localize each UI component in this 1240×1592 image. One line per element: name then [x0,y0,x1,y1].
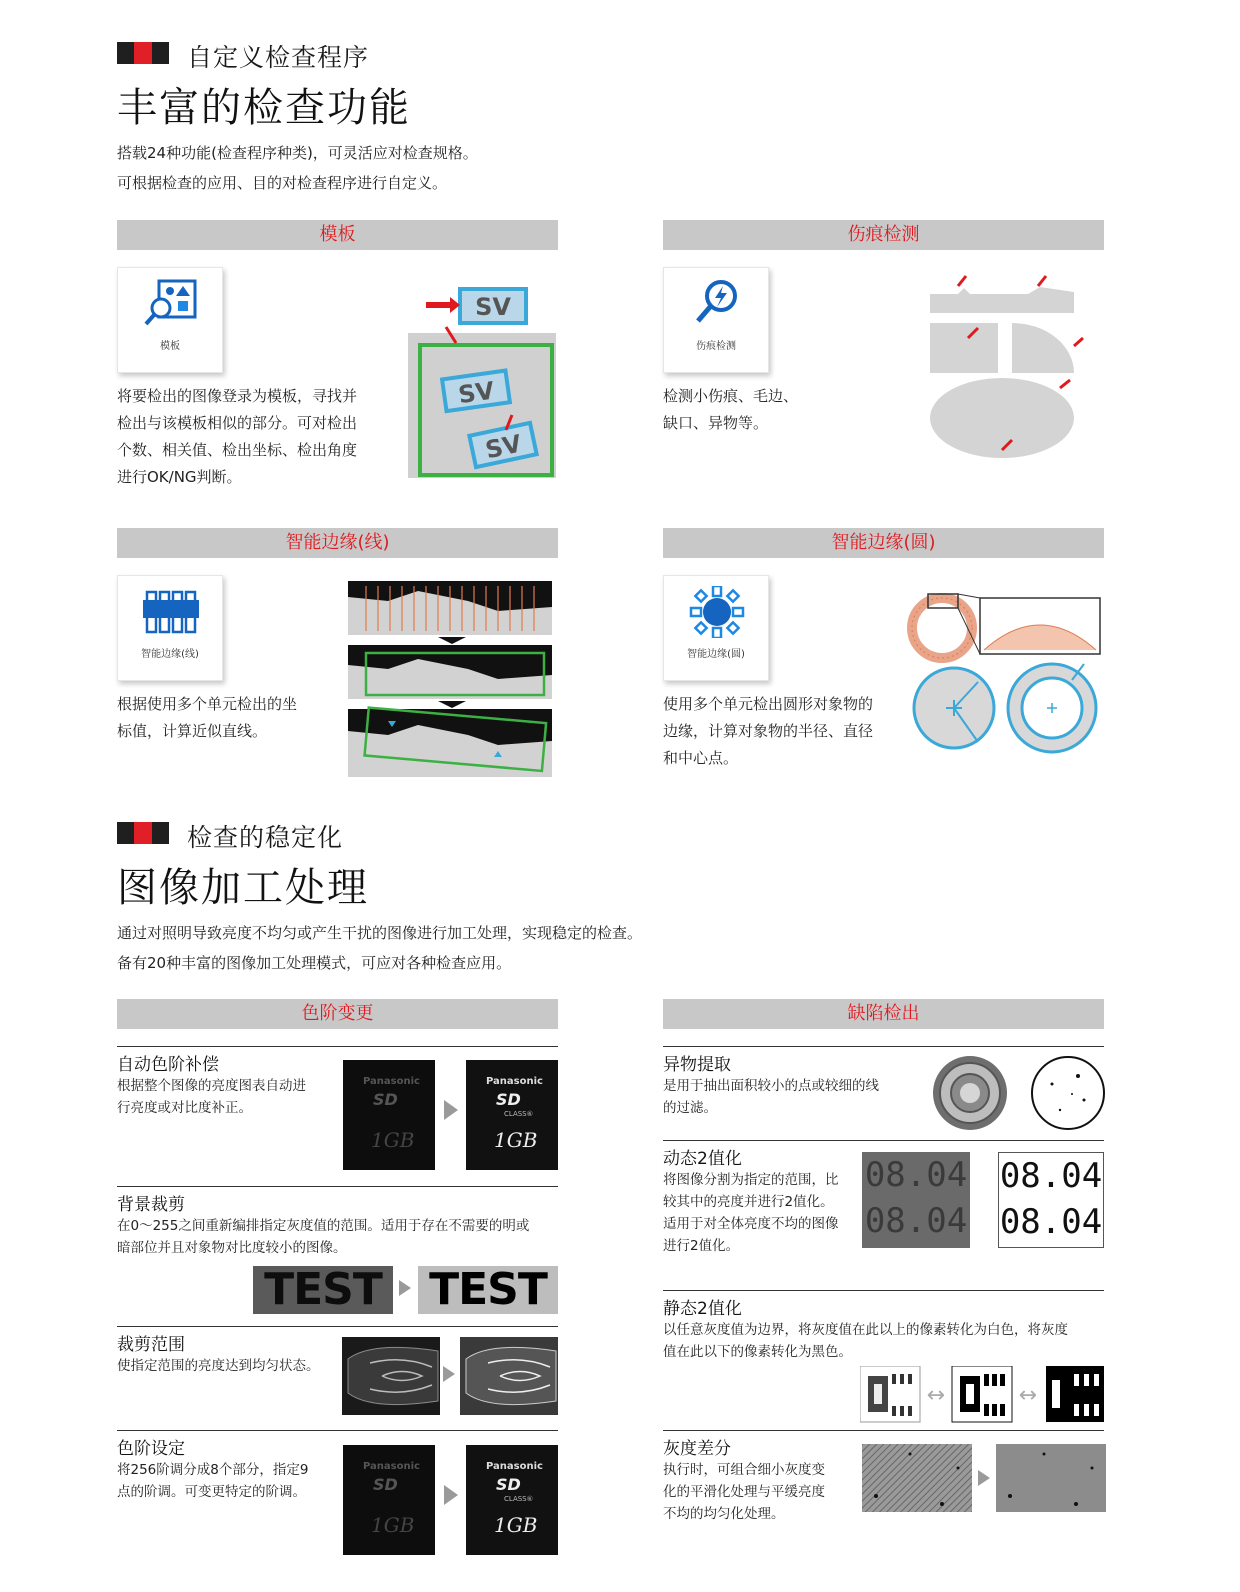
category-bar-defect: 缺陷检出 [663,999,1104,1029]
smart-edge-line-icon [143,586,199,638]
test-before-image: TEST [253,1266,393,1314]
desc-line: 不均的均匀化处理。 [663,1506,785,1522]
feature-bar-flaw: 伤痕检测 [663,220,1104,250]
sd-card-after-image [466,1445,558,1555]
dynamic-binarize-after-image [998,1152,1104,1248]
feature-desc [117,383,357,491]
flaw-illustration [928,270,1093,465]
sd-brand: Panasonic [363,1076,420,1087]
desc-line: 执行时，可组合细小灰度变 [663,1462,825,1478]
edge-line-illustration [348,581,553,779]
icon-label: 智能边缘(线) [141,649,199,660]
item-title: 裁剪范围 [117,1335,185,1355]
section-subtitle: 检查的稳定化 [187,823,344,852]
item-desc [117,1215,529,1259]
desc-line: 在0～255之间重新编排指定灰度值的范围。适用于存在不需要的明或 [117,1218,530,1234]
intro-line: 搭载24种功能(检查程序种类)，可灵活应对检查规格。 [117,144,478,162]
divider [663,1290,1104,1291]
flaw-detect-icon [689,278,745,330]
test-after-image: TEST [418,1266,558,1314]
divider [117,1186,558,1187]
divider [117,1046,558,1047]
smart-edge-circle-icon [689,586,745,638]
template-match-text: SV [456,376,496,410]
sd-class: CLASS⑥ [504,1110,533,1118]
template-match-text: SV [482,429,524,465]
item-desc [663,1319,1068,1363]
digit-text: 08.04 [864,1201,968,1241]
desc-line: 边缘，计算对象物的半径、直径 [663,722,874,740]
desc-line: 个数、相关值、检出坐标、检出角度 [117,441,358,459]
feature-bar-template: 模板 [117,220,558,250]
static-binarize-images [860,1366,1106,1424]
intro-line: 备有20种丰富的图像加工处理模式，可应对各种检查应用。 [117,954,512,972]
section-intro [117,918,642,978]
template-icon-card [117,267,223,373]
template-icon [143,278,199,330]
desc-line: 使用多个单元检出圆形对象物的 [663,695,874,713]
digit-text: 08.04 [864,1155,968,1195]
desc-line: 使指定范围的亮度达到均匀状态。 [117,1358,320,1374]
item-title: 色阶设定 [117,1439,185,1459]
sd-card-before-image [343,1060,435,1170]
icon-label: 伤痕检测 [696,341,736,352]
item-title: 背景裁剪 [117,1195,185,1215]
desc-line: 是用于抽出面积较小的点或较细的线 [663,1078,879,1094]
edge-circle-illustration [906,590,1102,760]
item-title: 动态2值化 [663,1149,742,1169]
desc-line: 进行2值化。 [663,1238,740,1254]
divider [663,1046,1104,1047]
icon-label: 智能边缘(圆) [687,649,745,660]
desc-line: 检出与该模板相似的部分。可对检出 [117,414,358,432]
sd-capacity: 1GB [494,1513,538,1537]
crop-after-image [460,1337,558,1415]
process-arrow [444,1485,458,1505]
sd-class: CLASS⑥ [504,1495,533,1503]
sd-brand: Panasonic [486,1076,543,1087]
process-arrow [444,1100,458,1120]
digit-text: 08.04 [999,1202,1103,1242]
desc-line: 根据使用多个单元检出的坐 [117,695,298,713]
section-title: 图像加工处理 [117,865,369,911]
item-title: 异物提取 [663,1055,731,1075]
item-title: 自动色阶补偿 [117,1055,219,1075]
desc-line: 值在此以下的像素转化为黑色。 [663,1344,852,1360]
category-bar-tone: 色阶变更 [117,999,558,1029]
item-desc [117,1459,308,1503]
edge-line-icon-card [117,575,223,681]
edge-circle-icon-card [663,575,769,681]
sd-brand: Panasonic [486,1461,543,1472]
desc-line: 进行OK/NG判断。 [117,468,242,486]
intro-line: 可根据检查的应用、目的对检查程序进行自定义。 [117,174,448,192]
desc-line: 将256阶调分成8个部分，指定9 [117,1462,309,1478]
desc-line: 将要检出的图像登录为模板，寻找并 [117,387,358,405]
sd-capacity: 1GB [371,1128,415,1152]
sd-capacity: 1GB [494,1128,538,1152]
sd-logo: SD [373,1090,398,1109]
process-arrow [399,1280,411,1296]
divider [663,1430,1104,1431]
item-desc [663,1075,879,1119]
sd-logo: SD [373,1475,398,1494]
sd-card-before-image [343,1445,435,1555]
process-arrow [443,1366,455,1382]
desc-line: 行亮度或对比度补正。 [117,1100,252,1116]
template-illustration [408,285,558,480]
section-marker [117,822,169,844]
feature-bar-edge-line: 智能边缘(线) [117,528,558,558]
section-intro [117,138,478,198]
template-sample-text: SV [475,293,511,321]
feature-desc [117,691,297,745]
item-title: 灰度差分 [663,1439,731,1459]
foreign-object-images [932,1054,1106,1132]
desc-line: 暗部位并且对象物对比度较小的图像。 [117,1240,347,1256]
desc-line: 根据整个图像的亮度图表自动进 [117,1078,306,1094]
gray-diff-images [862,1444,1106,1514]
divider [663,1140,1104,1141]
sd-capacity: 1GB [371,1513,415,1537]
desc-line: 以任意灰度值为边界，将灰度值在此以上的像素转化为白色，将灰度 [663,1322,1068,1338]
desc-line: 和中心点。 [663,749,739,767]
desc-line: 适用于对全体亮度不均的图像 [663,1216,839,1232]
item-desc [117,1075,306,1119]
section-marker [117,42,169,64]
desc-line: 将图像分割为指定的范围，比 [663,1172,839,1188]
intro-line: 通过对照明导致亮度不均匀或产生干扰的图像进行加工处理，实现稳定的检查。 [117,924,643,942]
svg-text:↔: ↔ [926,1383,946,1408]
desc-line: 缺口、异物等。 [663,414,769,432]
icon-label: 模板 [160,341,180,352]
feature-desc [663,383,798,437]
item-desc [663,1169,839,1257]
svg-text:↔: ↔ [1018,1383,1038,1408]
sd-card-after-image [466,1060,558,1170]
dynamic-binarize-before-image [862,1152,970,1248]
feature-bar-edge-circle: 智能边缘(圆) [663,528,1104,558]
crop-before-image [342,1337,440,1415]
section-subtitle: 自定义检查程序 [187,43,370,72]
desc-line: 点的阶调。可变更特定的阶调。 [117,1484,306,1500]
feature-desc [663,691,873,772]
desc-line: 标值，计算近似直线。 [117,722,268,740]
digit-text: 08.04 [999,1156,1103,1196]
desc-line: 的过滤。 [663,1100,717,1116]
sd-logo: SD [496,1090,521,1109]
desc-line: 较其中的亮度并进行2值化。 [663,1194,834,1210]
desc-line: 检测小伤痕、毛边、 [663,387,799,405]
sd-logo: SD [496,1475,521,1494]
sd-brand: Panasonic [363,1461,420,1472]
section-title: 丰富的检查功能 [117,85,411,131]
flaw-icon-card [663,267,769,373]
divider [117,1430,558,1431]
divider [117,1326,558,1327]
item-desc [663,1459,825,1525]
item-desc [117,1355,320,1377]
item-title: 静态2值化 [663,1299,742,1319]
desc-line: 化的平滑化处理与平缓亮度 [663,1484,825,1500]
